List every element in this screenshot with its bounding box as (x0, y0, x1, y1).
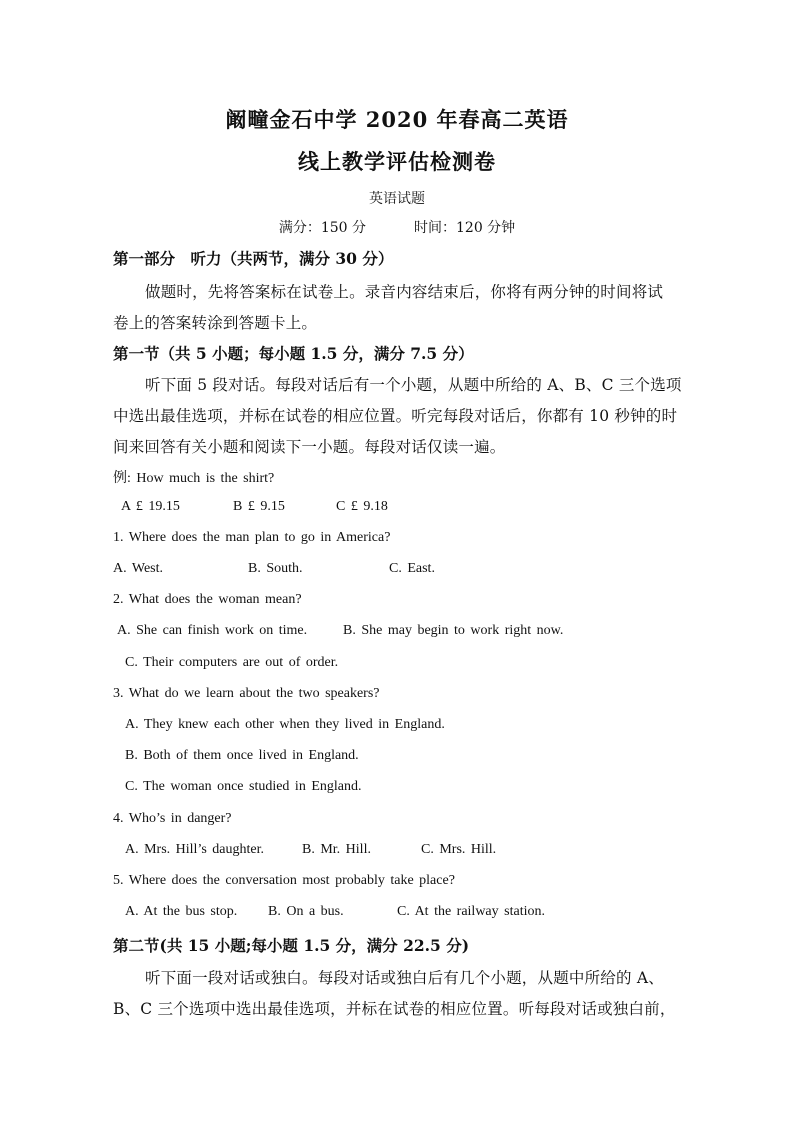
question-1-stem: 1. Where does the man plan to go in America? (113, 530, 391, 545)
section2-instruction-line2: B、C 三个选项中选出最佳选项，并标在试卷的相应位置。听每段对话或独白前， (113, 1000, 676, 1018)
exam-title-line2: 线上教学评估检测卷 (298, 149, 496, 174)
question-1-option-a: A. West. (113, 561, 164, 576)
example-question: 例: How much is the shirt? (113, 471, 275, 486)
question-2-option-c: C. Their computers are out of order. (125, 655, 339, 670)
section2-heading: 第二节(共 15 小题;每小题 1.5 分，满分 22.5 分) (113, 936, 470, 955)
section1-instruction-line3: 间来回答有关小题和阅读下一小题。每段对话仅读一遍。 (113, 438, 506, 456)
exam-time: 时间：120 分钟 (414, 220, 516, 236)
question-3-option-c: C. The woman once studied in England. (125, 779, 362, 794)
subject-label: 英语试题 (369, 191, 425, 207)
section1-instruction-line2: 中选出最佳选项，并标在试卷的相应位置。听完每段对话后，你都有 10 秒钟的时 (113, 407, 678, 425)
question-5-option-c: C. At the railway station. (397, 904, 545, 919)
part1-instruction-line2: 卷上的答案转涂到答题卡上。 (113, 314, 318, 332)
example-option-b: B £ 9.15 (233, 499, 285, 514)
example-option-a: A £ 19.15 (121, 499, 180, 514)
part1-instruction-line1: 做题时，先将答案标在试卷上。录音内容结束后，你将有两分钟的时间将试 (145, 283, 664, 301)
question-2-option-a: A. She can finish work on time. (117, 623, 308, 638)
question-3-option-a: A. They knew each other when they lived in England. (125, 717, 445, 732)
question-4-stem: 4. Who’s in danger? (113, 811, 232, 826)
question-5-option-b: B. On a bus. (268, 904, 344, 919)
question-2-option-b: B. She may begin to work right now. (343, 623, 564, 638)
part1-heading: 第一部分 听力（共两节，满分 30 分） (113, 249, 394, 268)
example-option-c: C £ 9.18 (336, 499, 388, 514)
section1-heading: 第一节（共 5 小题；每小题 1.5 分，满分 7.5 分） (113, 344, 474, 363)
question-2-stem: 2. What does the woman mean? (113, 592, 302, 607)
question-1-option-b: B. South. (248, 561, 303, 576)
question-3-option-b: B. Both of them once lived in England. (125, 748, 359, 763)
question-4-option-a: A. Mrs. Hill’s daughter. (125, 842, 264, 857)
question-1-option-c: C. East. (389, 561, 435, 576)
section2-instruction-line1: 听下面一段对话或独白。每段对话或独白后有几个小题，从题中所给的 A、 (145, 969, 664, 987)
question-3-stem: 3. What do we learn about the two speakers? (113, 686, 380, 701)
question-5-option-a: A. At the bus stop. (125, 904, 238, 919)
question-5-stem: 5. Where does the conversation most probably take place? (113, 873, 455, 888)
score-time-row (0, 217, 794, 237)
question-4-option-c: C. Mrs. Hill. (421, 842, 497, 857)
exam-title-line1: 阚疃金石中学 2020 年春高二英语 (225, 107, 569, 132)
full-score: 满分：150 分 (278, 220, 366, 236)
section1-instruction-line1: 听下面 5 段对话。每段对话后有一个小题，从题中所给的 A、B、C 三个选项 (145, 376, 682, 394)
question-4-option-b: B. Mr. Hill. (302, 842, 371, 857)
